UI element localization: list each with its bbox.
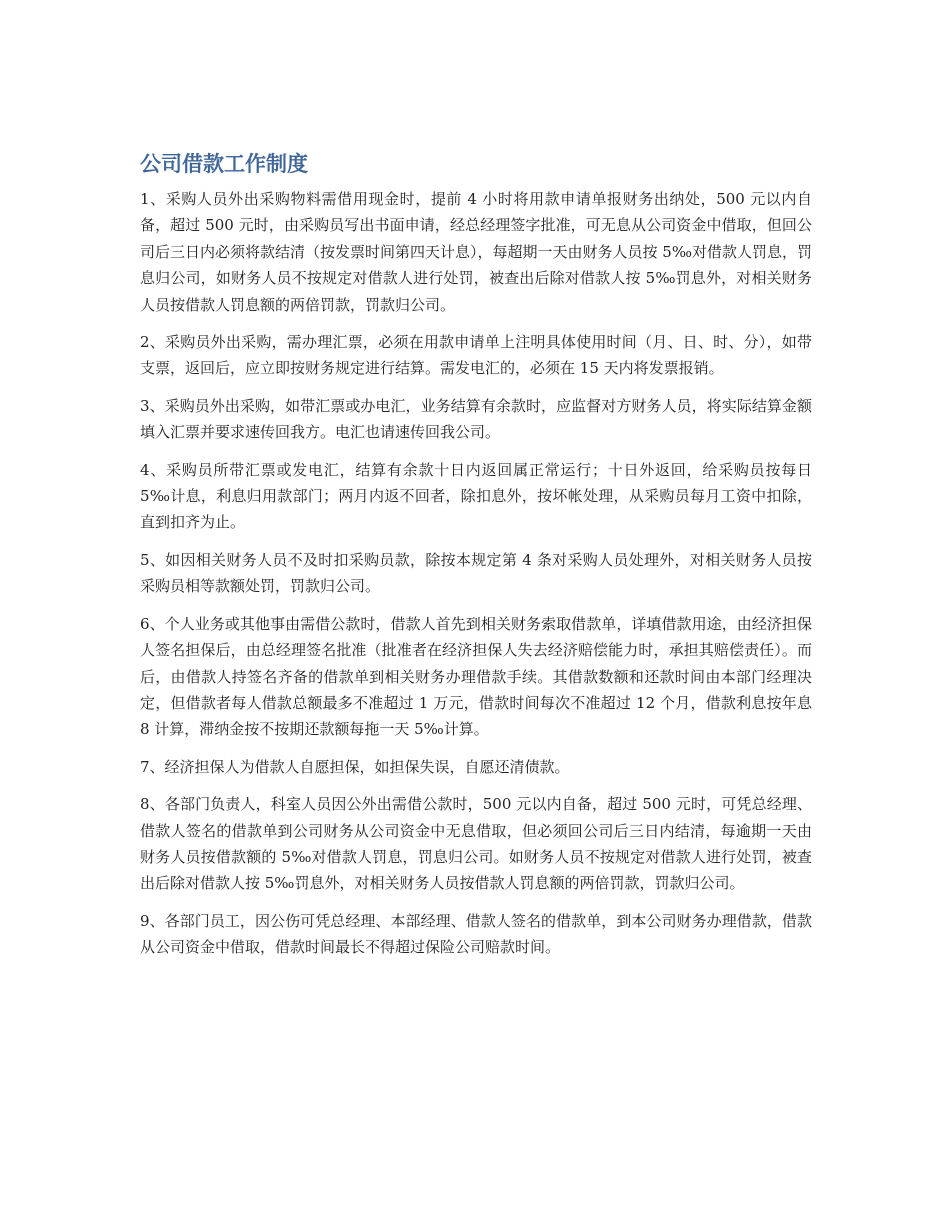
- paragraph-2: 2、采购员外出采购，需办理汇票，必须在用款申请单上注明具体使用时间（月、日、时、分），如带支票，返回后，应立即按财务规定进行结算。需发电汇的，必须在 15 天内将发票报销。: [140, 333, 812, 378]
- paragraph-6: 6、个人业务或其他事由需借公款时，借款人首先到相关财务索取借款单，详填借款用途，由经济担保人签名担保后，由总经理签名批准（批准者在经济担保人失去经济赔偿能力时，承担其赔偿责任）。而后，由借款人持签名齐备的借款单到相关财务办理借款手续。其借款数额和还款时间由本部门经理决定，但借款者每人借款总额最多不准超过 1 万元，借款时间每次不准超过 12 个月，借款利息按年息 8 计算，滞纳金按不按期还款额每拖一天 5‰计算。: [140, 614, 812, 739]
- document-title: 公司借款工作制度: [140, 152, 308, 176]
- paragraph-4: 4、采购员所带汇票或发电汇，结算有余款十日内返回属正常运行；十日外返回，给采购员按每日 5‰计息，利息归用款部门；两月内返不回者，除扣息外，按坏帐处理，从采购员每月工资中扣除，直到扣齐为止。: [140, 460, 812, 532]
- paragraph-1: 1、采购人员外出采购物料需借用现金时，提前 4 小时将用款申请单报财务出纳处，500 元以内自备，超过 500 元时，由采购员写出书面申请，经总经理签字批准，可无息从公司资金中借取，但回公司后三日内必须将款结清（按发票时间第四天计息），每超期一天由财务人员按 5‰对借款人罚息，罚息归公司，如财务人员不按规定对借款人进行处罚，被查出后除对借款人按 5‰罚息外，对相关财务人员按借款人罚息额的两倍罚款，罚款归公司。: [140, 190, 812, 314]
- paragraph-9: 9、各部门员工，因公伤可凭总经理、本部经理、借款人签名的借款单，到本公司财务办理借款，借款从公司资金中借取，借款时间最长不得超过保险公司赔款时间。: [140, 911, 812, 957]
- paragraph-3: 3、采购员外出采购，如带汇票或办电汇，业务结算有余款时，应监督对方财务人员，将实际结算金额填入汇票并要求速传回我方。电汇也请速传回我公司。: [140, 396, 812, 442]
- paragraph-7: 7、经济担保人为借款人自愿担保，如担保失误，自愿还清债款。: [140, 757, 570, 776]
- document-page: [140, 148, 812, 972]
- paragraph-8: 8、各部门负责人，科室人员因公外出需借公款时，500 元以内自备，超过 500 元时，可凭总经理、借款人签名的借款单到公司财务从公司资金中无息借取，但必须回公司后三日内结清，每逾期一天由财务人员按借款额的 5‰对借款人罚息，罚息归公司。如财务人员不按规定对借款人进行处罚，被查出后除对借款人按 5‰罚息外，对相关财务人员按借款人罚息额的两倍罚款，罚款归公司。: [140, 795, 812, 893]
- paragraph-5: 5、如因相关财务人员不及时扣采购员款，除按本规定第 4 条对采购人员处理外，对相关财务人员按采购员相等款额处罚，罚款归公司。: [140, 550, 812, 596]
